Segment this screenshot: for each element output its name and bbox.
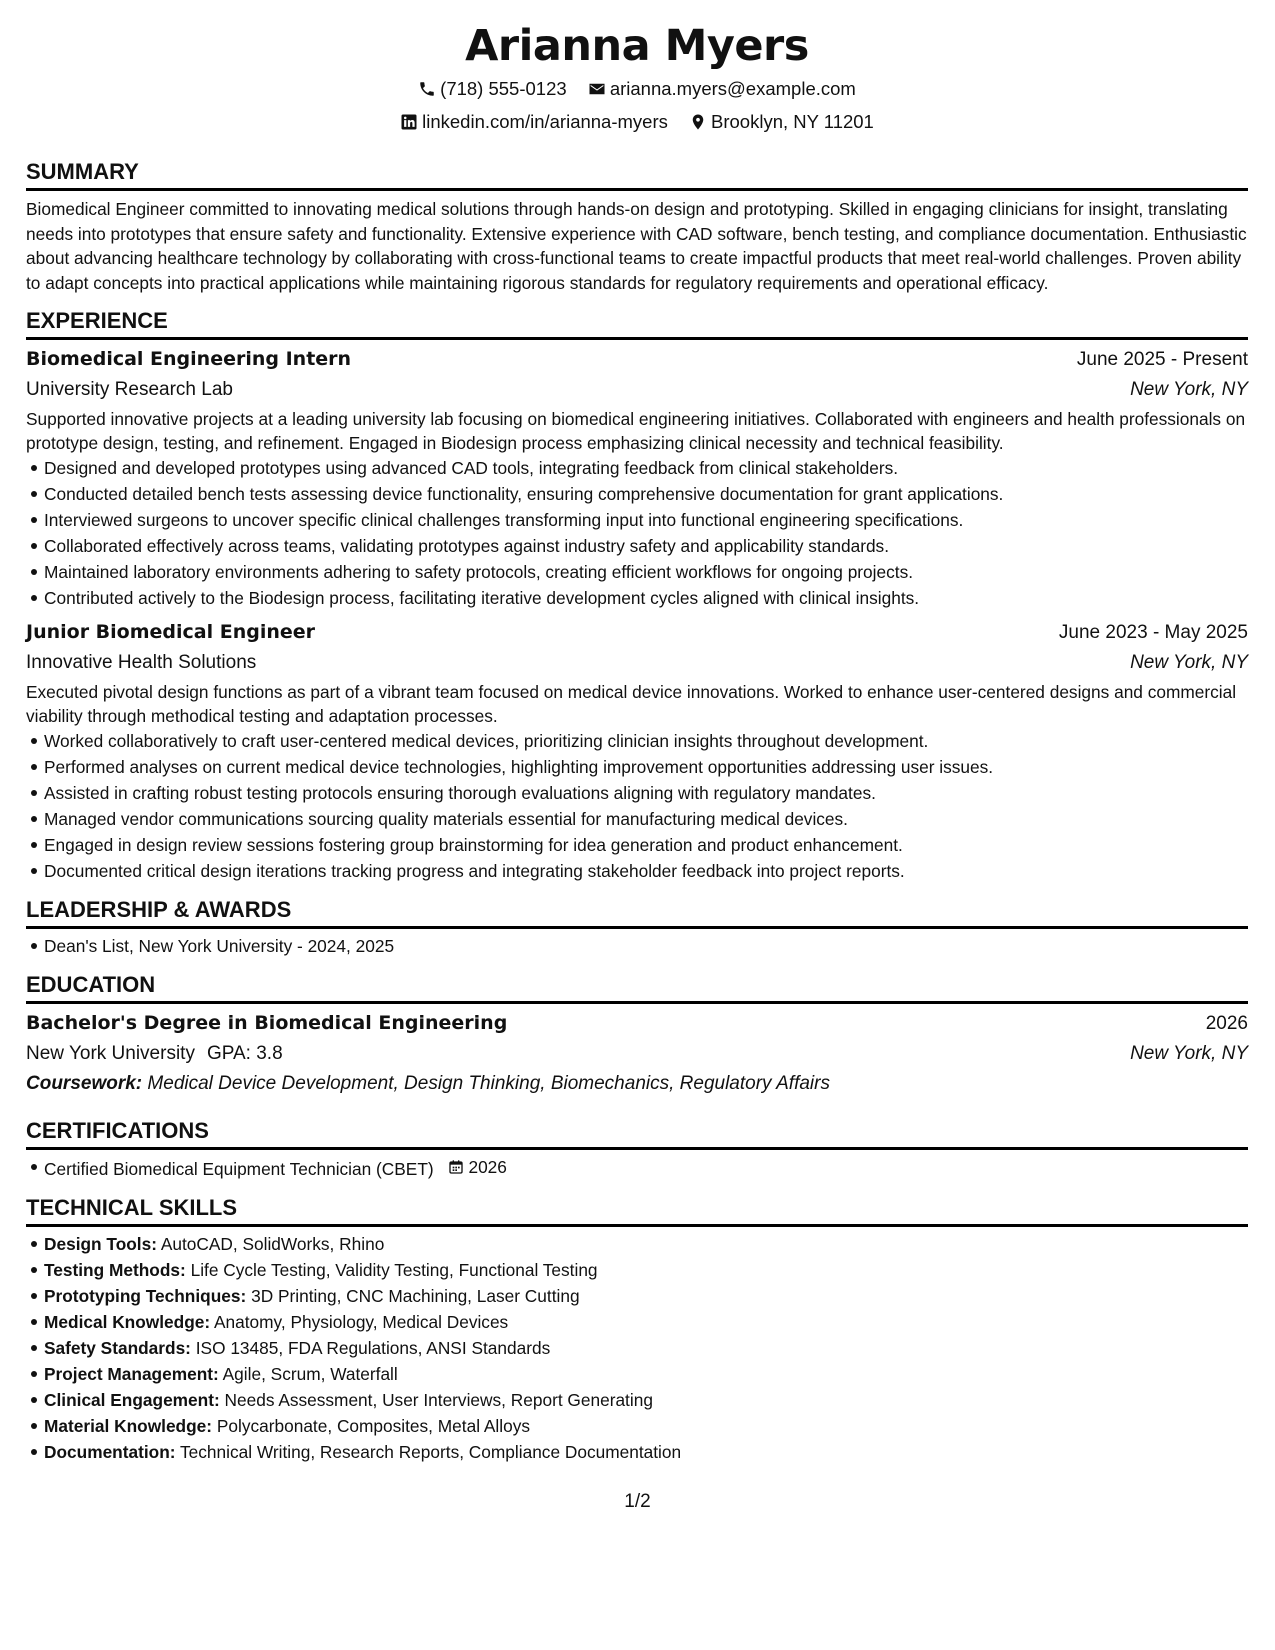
job-location: New York, NY [1130,379,1248,400]
skill-label: Prototyping Techniques: [44,1286,247,1306]
skill-value: Agile, Scrum, Waterfall [222,1364,398,1384]
leadership-body [26,929,1248,959]
gpa: GPA: 3.8 [206,1043,283,1064]
skill-label: Documentation: [44,1442,176,1462]
job-company-row [26,648,1248,678]
skill-item [44,1231,1248,1257]
job-title: Biomedical Engineering Intern [26,348,352,370]
degree-title: Bachelor's Degree in Biomedical Engineering [26,1012,508,1034]
skill-label: Medical Knowledge: [44,1312,211,1332]
experience-section [26,307,1248,884]
list-item: Assisted in crafting robust testing protocols ensuring thorough evaluations aligning with regulatory mandates. [44,780,1248,806]
job-title: Junior Biomedical Engineer [26,621,316,643]
certification-name: Certified Biomedical Equipment Technician (CBET) [44,1159,434,1179]
job-header-row [26,344,1248,375]
contact-row-1 [26,74,1248,107]
location-text: Brooklyn, NY 11201 [711,111,874,132]
skills-section [26,1194,1248,1465]
job-description: Supported innovative projects at a leading university lab focusing on biomedical engineering initiatives. Collaborated with engineers and health professionals on prototype design, testing, and refinement. Engaged in Biodesign process emphasizing clinical necessity and technical feasibility. [26,409,1246,453]
phone-text: (718) 555-0123 [440,78,567,99]
resume-header [26,18,1248,140]
list-item: Managed vendor communications sourcing quality materials essential for manufacturing medical devices. [44,806,1248,832]
calendar-icon [448,1159,464,1175]
skill-label: Testing Methods: [44,1260,186,1280]
summary-section [26,158,1248,295]
coursework-label: Coursework: [26,1073,143,1094]
skill-value: 3D Printing, CNC Machining, Laser Cutting [251,1286,580,1306]
list-item: Worked collaboratively to craft user-centered medical devices, prioritizing clinician insights throughout development. [44,728,1248,754]
skills-list [26,1231,1248,1465]
skill-item [44,1309,1248,1335]
list-item: Documented critical design iterations tracking progress and integrating stakeholder feedback into project reports. [44,858,1248,884]
contact-email[interactable] [588,74,856,104]
skill-label: Safety Standards: [44,1338,191,1358]
job-bullets [26,455,1248,611]
section-title-leadership: LEADERSHIP & AWARDS [26,896,1248,929]
map-pin-icon [689,113,707,131]
list-item [44,1154,1248,1182]
list-item: Interviewed surgeons to uncover specific clinical challenges transforming input into functional engineering specifications. [44,507,1248,533]
list-item: Designed and developed prototypes using advanced CAD tools, integrating feedback from clinical stakeholders. [44,455,1248,481]
summary-text: Biomedical Engineer committed to innovating medical solutions through hands-on design and prototyping. Skilled in engaging clinicians for insight, translating needs into prototypes that ensure safety and functionality. Extensive experience with CAD software, bench testing, and compliance documentation. Enthusiastic about advancing healthcare technology by collaborating with cross-functional teams to create impactful products that meet real-world challenges. Proven ability to adapt concepts into practical applications while maintaining rigorous standards for regulatory requirements and operational efficacy. [26,199,1247,293]
awards-list [26,933,1248,959]
school-row [26,1039,1248,1069]
page-number: 1/2 [624,1491,651,1512]
job-bullets [26,728,1248,884]
contact-row-2 [26,107,1248,140]
list-item: Collaborated effectively across teams, validating prototypes against industry safety and applicability standards. [44,533,1248,559]
job-description: Executed pivotal design functions as part of a vibrant team focused on medical device innovations. Worked to enhance user-centered designs and commercial viability through methodical testing and adaptation processes. [26,682,1237,726]
job-company: Innovative Health Solutions [26,652,257,673]
skill-value: ISO 13485, FDA Regulations, ANSI Standards [195,1338,551,1358]
job-header-row [26,617,1248,648]
section-title-summary: SUMMARY [26,158,1248,191]
education-entry [26,1008,1248,1099]
job-dates: June 2025 - Present [1076,349,1248,370]
list-item: Performed analyses on current medical device technologies, highlighting improvement opportunities addressing user issues. [44,754,1248,780]
contact-location [689,107,874,137]
leadership-section [26,896,1248,959]
school-location: New York, NY [1130,1043,1248,1064]
summary-body [26,191,1248,295]
envelope-icon [588,80,606,98]
phone-icon [418,80,436,98]
certifications-body [26,1150,1248,1182]
skill-value: Polycarbonate, Composites, Metal Alloys [216,1416,530,1436]
skill-value: Life Cycle Testing, Validity Testing, Functional Testing [190,1260,598,1280]
skill-item [44,1335,1248,1361]
skills-body [26,1227,1248,1465]
section-title-experience: EXPERIENCE [26,307,1248,340]
school-info [26,1039,283,1069]
list-item: Conducted detailed bench tests assessing device functionality, ensuring comprehensive documentation for grant applications. [44,481,1248,507]
certifications-list [26,1154,1248,1182]
job-location: New York, NY [1130,652,1248,673]
skill-label: Project Management: [44,1364,219,1384]
contact-linkedin[interactable] [400,107,668,137]
coursework-line [26,1069,1248,1099]
skill-item [44,1413,1248,1439]
graduation-year: 2026 [1205,1013,1248,1034]
section-title-certifications: CERTIFICATIONS [26,1117,1248,1150]
linkedin-text[interactable]: linkedin.com/in/arianna-myers [422,111,668,132]
section-title-skills: TECHNICAL SKILLS [26,1194,1248,1227]
school-name: New York University [26,1043,195,1064]
certification-date [448,1154,506,1180]
coursework-text: Medical Device Development, Design Thinking, Biomechanics, Regulatory Affairs [147,1073,830,1094]
skill-item [44,1257,1248,1283]
skill-item [44,1361,1248,1387]
list-item: Dean's List, New York University - 2024, 2025 [44,933,1248,959]
skill-label: Material Knowledge: [44,1416,213,1436]
job-company-row [26,375,1248,405]
skill-value: Anatomy, Physiology, Medical Devices [213,1312,509,1332]
candidate-name: Arianna Myers [465,21,809,71]
job-entry [26,617,1248,884]
skill-label: Clinical Engagement: [44,1390,220,1410]
list-item: Engaged in design review sessions fostering group brainstorming for idea generation and product enhancement. [44,832,1248,858]
degree-row [26,1008,1248,1039]
list-item: Maintained laboratory environments adhering to safety protocols, creating efficient workflows for ongoing projects. [44,559,1248,585]
skill-item [44,1283,1248,1309]
email-text[interactable]: arianna.myers@example.com [609,78,856,99]
contact-phone [418,74,567,104]
job-company: University Research Lab [26,379,233,400]
skill-label: Design Tools: [44,1234,157,1254]
skill-value: Technical Writing, Research Reports, Compliance Documentation [180,1442,682,1462]
skill-item [44,1439,1248,1465]
certification-year: 2026 [468,1157,507,1177]
education-section [26,971,1248,1099]
skill-value: Needs Assessment, User Interviews, Report Generating [224,1390,653,1410]
job-dates: June 2023 - May 2025 [1058,622,1248,643]
certifications-section [26,1117,1248,1182]
job-entry [26,344,1248,611]
linkedin-icon [400,113,418,131]
list-item: Contributed actively to the Biodesign process, facilitating iterative development cycles aligned with clinical insights. [44,585,1248,611]
resume-page [26,18,1248,1465]
skill-item [44,1387,1248,1413]
section-title-education: EDUCATION [26,971,1248,1004]
skill-value: AutoCAD, SolidWorks, Rhino [160,1234,385,1254]
